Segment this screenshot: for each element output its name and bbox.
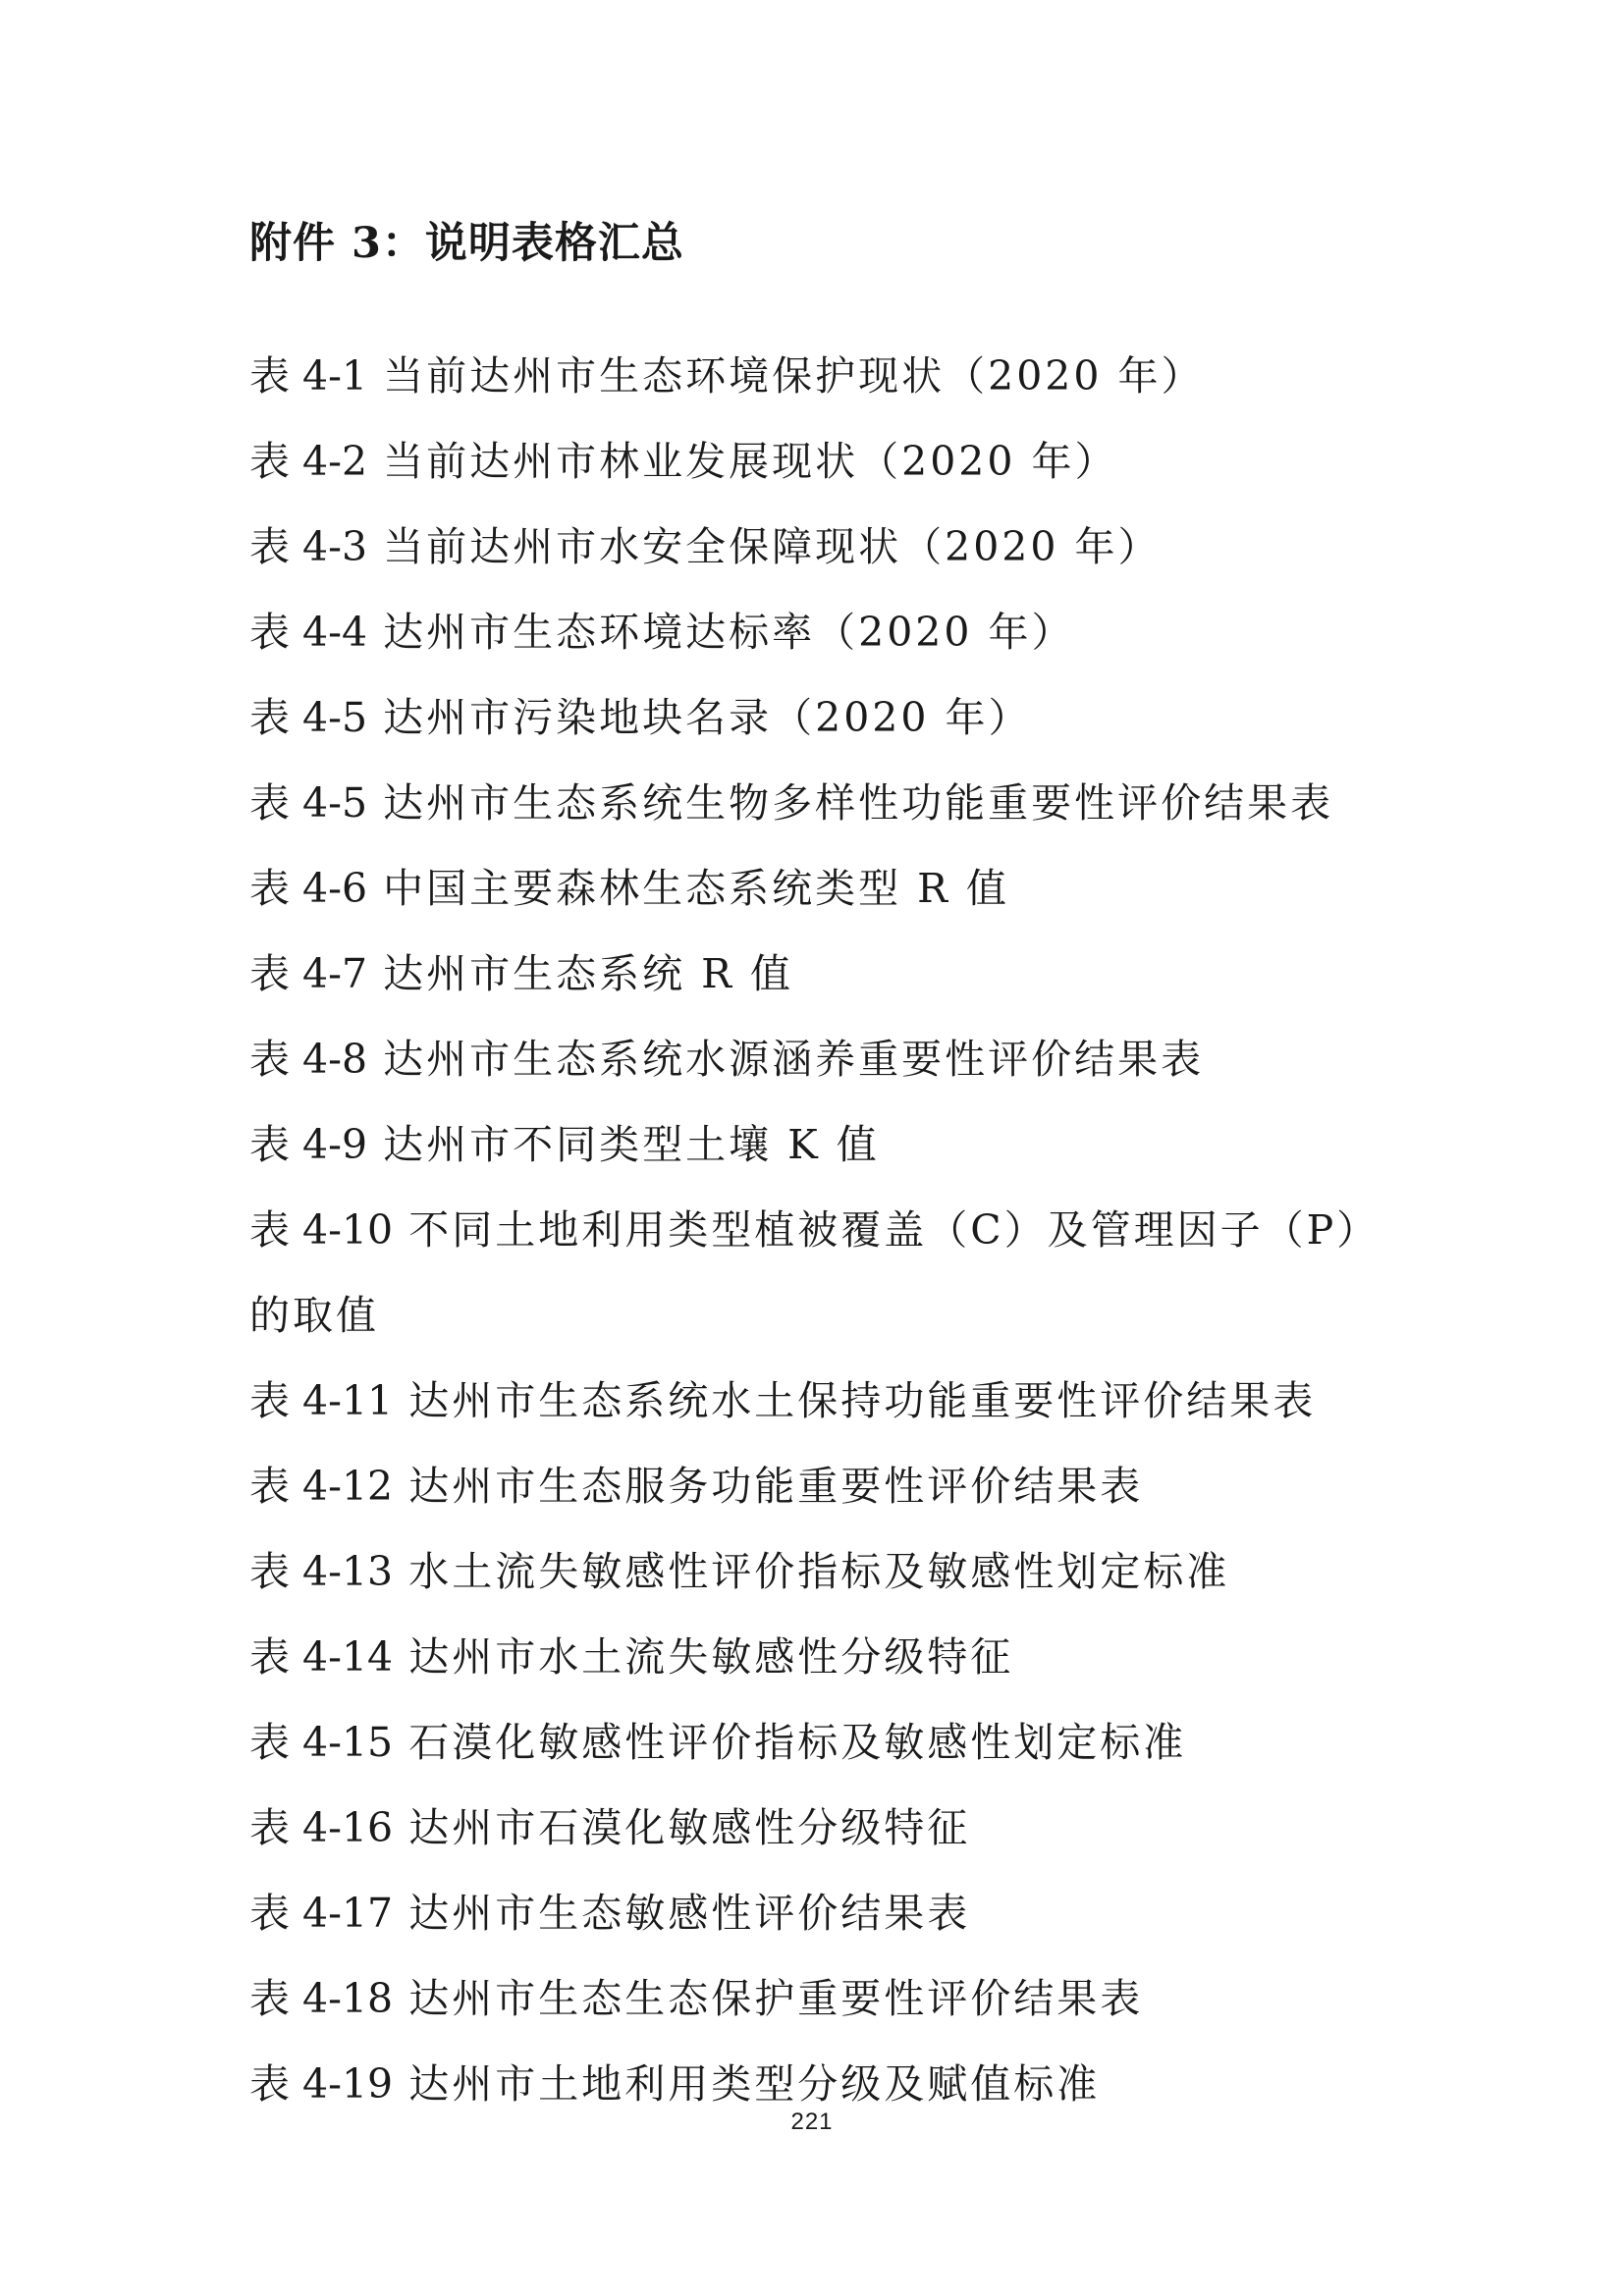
table-label: 表 4-16 <box>249 1804 394 1851</box>
table-title: 达州市污染地块名录（2020 年） <box>383 694 1032 741</box>
table-label: 表 4-9 <box>249 1121 368 1168</box>
table-list-item <box>249 1615 1379 1700</box>
table-label: 表 4-4 <box>249 609 368 656</box>
table-label: 表 4-10 <box>249 1206 394 1254</box>
table-title: 达州市生态生态保护重要性评价结果表 <box>408 1975 1144 2022</box>
table-list-item <box>249 1102 1379 1188</box>
table-title: 石漠化敏感性评价指标及敏感性划定标准 <box>408 1719 1187 1766</box>
table-title: 达州市石漠化敏感性分级特征 <box>408 1804 971 1851</box>
table-label: 表 4-13 <box>249 1548 394 1595</box>
table-title: 达州市土地利用类型分级及赋值标准 <box>408 2060 1101 2108</box>
table-title: 达州市生态系统 R 值 <box>383 950 794 997</box>
table-list-item <box>249 1529 1379 1615</box>
table-title: 水土流失敏感性评价指标及敏感性划定标准 <box>408 1548 1230 1595</box>
table-list-item <box>249 1786 1379 1871</box>
table-label: 表 4-5 <box>249 694 368 741</box>
table-title: 达州市生态服务功能重要性评价结果表 <box>408 1463 1144 1510</box>
table-list-item <box>249 419 1379 505</box>
table-label: 表 4-15 <box>249 1719 394 1766</box>
table-label: 表 4-17 <box>249 1890 394 1937</box>
table-title: 达州市水土流失敏感性分级特征 <box>408 1633 1014 1681</box>
table-title: 中国主要森林生态系统类型 R 值 <box>383 865 1010 912</box>
table-list-item <box>249 846 1379 932</box>
table-label: 表 4-7 <box>249 950 368 997</box>
table-list-item <box>249 1017 1379 1102</box>
table-list-item <box>249 932 1379 1017</box>
table-label: 表 4-2 <box>249 438 368 485</box>
table-label: 表 4-6 <box>249 865 368 912</box>
table-list-item <box>249 590 1379 675</box>
table-label: 表 4-19 <box>249 2060 394 2108</box>
table-list-item <box>249 1700 1379 1786</box>
table-title: 达州市生态系统水土保持功能重要性评价结果表 <box>408 1377 1317 1424</box>
table-title: 不同土地利用类型植被覆盖（C）及管理因子（P）的取值 <box>249 1206 1360 1339</box>
page-number: 221 <box>790 2109 834 2135</box>
table-title: 当前达州市生态环境保护现状（2020 年） <box>383 352 1205 400</box>
table-title: 达州市生态系统生物多样性功能重要性评价结果表 <box>383 779 1334 827</box>
table-label: 表 4-5 <box>249 779 368 827</box>
table-label: 表 4-8 <box>249 1036 368 1083</box>
table-label: 表 4-3 <box>249 523 368 570</box>
table-list-item <box>249 1871 1379 1956</box>
table-title: 达州市生态敏感性评价结果表 <box>408 1890 971 1937</box>
table-list-item <box>249 1188 1379 1359</box>
table-list-item <box>249 761 1379 846</box>
table-label: 表 4-1 <box>249 352 368 400</box>
table-list-item <box>249 334 1379 419</box>
appendix-heading: 附件 3：说明表格汇总 <box>249 219 684 268</box>
table-list-item <box>249 505 1379 590</box>
table-title: 达州市生态环境达标率（2020 年） <box>383 609 1075 656</box>
table-title: 达州市不同类型土壤 K 值 <box>383 1121 880 1168</box>
table-title: 达州市生态系统水源涵养重要性评价结果表 <box>383 1036 1205 1083</box>
table-list-item <box>249 1359 1379 1444</box>
table-list-item <box>249 675 1379 761</box>
table-label: 表 4-11 <box>249 1377 394 1424</box>
table-list-item <box>249 1956 1379 2042</box>
table-label: 表 4-18 <box>249 1975 394 2022</box>
table-label: 表 4-14 <box>249 1633 394 1681</box>
table-label: 表 4-12 <box>249 1463 394 1510</box>
table-title: 当前达州市林业发展现状（2020 年） <box>383 438 1118 485</box>
table-list <box>249 334 1379 2127</box>
table-list-item <box>249 1444 1379 1529</box>
table-title: 当前达州市水安全保障现状（2020 年） <box>383 523 1162 570</box>
